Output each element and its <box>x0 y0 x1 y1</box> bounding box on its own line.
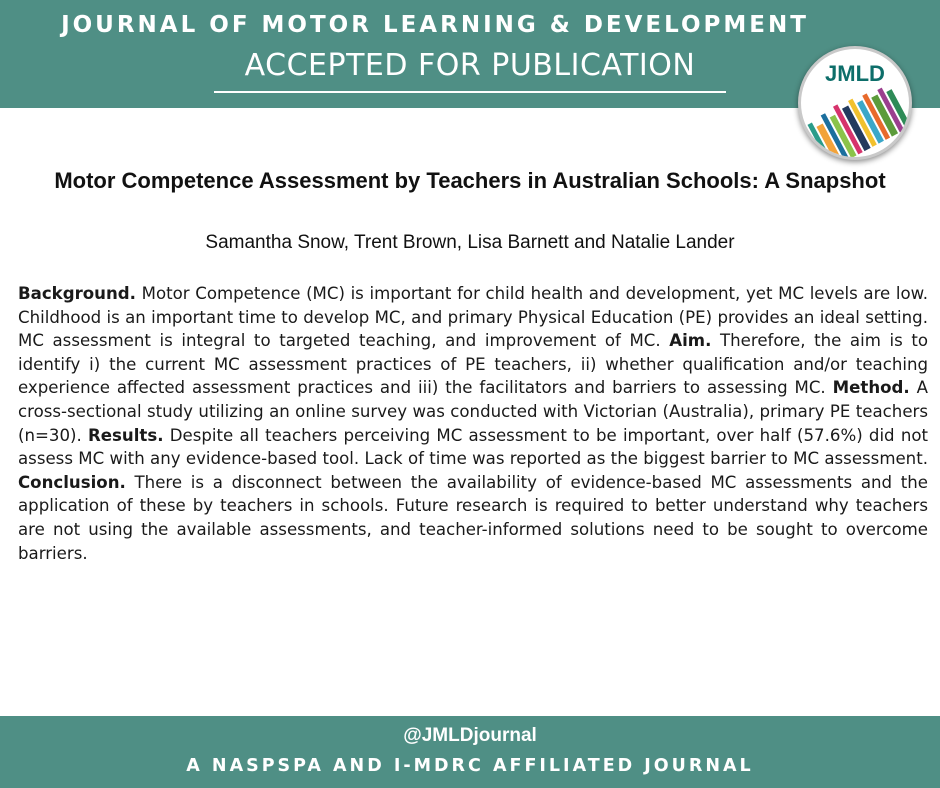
method-text: A cross-sectional study utilizing an online survey was conducted with Victorian (Australia), primary PE teachers (n=30). <box>18 378 928 445</box>
status-underline <box>214 91 726 93</box>
results-label: Results. <box>88 425 164 445</box>
method-label: Method. <box>832 378 910 398</box>
results-text: Despite all teachers perceiving MC assessment to be important, over half (57.6%) did not assess MC with any evidence-based tool. Lack of time was reported as the biggest barrier to MC assessment. <box>18 425 928 469</box>
journal-name: JOURNAL OF MOTOR LEARNING & DEVELOPMENT <box>61 12 809 38</box>
publication-status: ACCEPTED FOR PUBLICATION <box>244 48 696 83</box>
aim-text: Therefore, the aim is to identify i) the current MC assessment practices of PE teachers, ii) whether qualification and/or teaching experience affected assessment practices and iii) the facilitators and barriers to assessing MC. <box>18 331 928 398</box>
background-text: Motor Competence (MC) is important for child health and development, yet MC levels are low. Childhood is an important time to develop MC, and primary Physical Education (PE) provides an ideal setting. MC assessment is integral to targeted teaching, and improvement of MC. <box>18 284 928 351</box>
conclusion-text: There is a disconnect between the availability of evidence-based MC assessments and the application of these by teachers in schools. Future research is required to better understand why teachers are not using the available assessments, and teacher-informed solutions need to be sought to overcome barriers. <box>18 472 928 563</box>
social-handle: @JMLDjournal <box>403 725 537 746</box>
journal-affiliation: A NASPSPA AND I-MDRC AFFILIATED JOURNAL <box>186 756 754 776</box>
paper-authors: Samantha Snow, Trent Brown, Lisa Barnett and Natalie Lander <box>205 232 735 253</box>
background-label: Background. <box>18 284 136 303</box>
conclusion-label: Conclusion. <box>18 472 126 492</box>
abstract <box>18 282 928 565</box>
paper-title: Motor Competence Assessment by Teachers in Australian Schools: A Snapshot <box>54 168 886 193</box>
logo-text: JMLD <box>825 61 885 86</box>
jmld-logo <box>798 46 912 160</box>
aim-label: Aim. <box>669 331 712 351</box>
